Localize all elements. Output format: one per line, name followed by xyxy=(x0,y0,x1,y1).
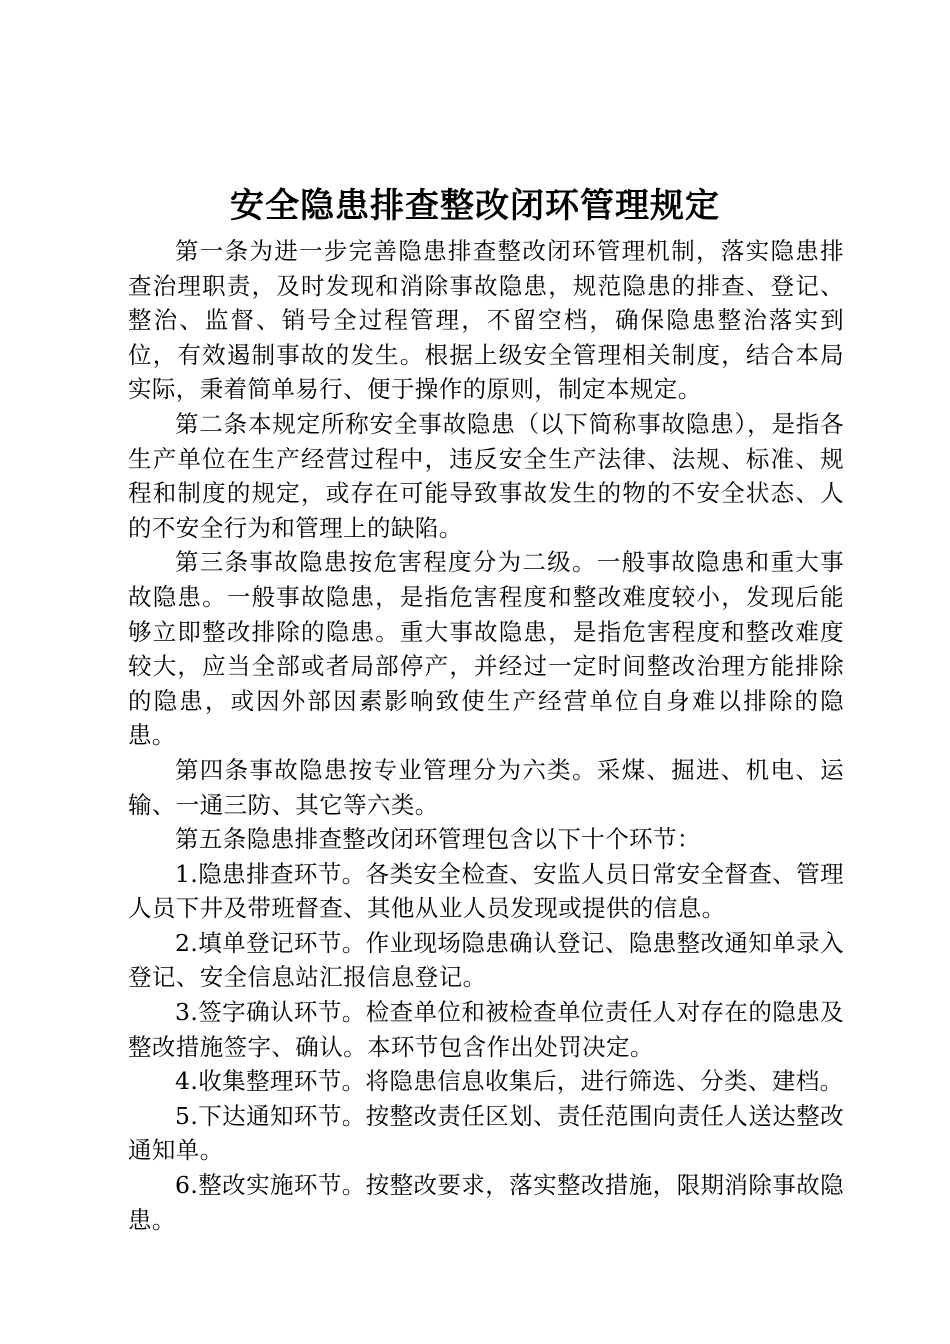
paragraph-article-5: 第五条隐患排查整改闭环管理包含以下十个环节： xyxy=(175,825,701,854)
document-title: 安全隐患排查整改闭环管理规定 xyxy=(230,186,720,226)
paragraph-article-2: 第二条本规定所称安全事故隐患（以下简称事故隐患），是指各生产单位在生产经营过程中，违反安全生产法律、法规、标准、规程和制度的规定，或存在可能导致事故发生的物的不安全状态、人的不安全行为和管理上的缺陷。 xyxy=(128,409,844,542)
paragraph-article-3: 第三条事故隐患按危害程度分为二级。一般事故隐患和重大事故隐患。一般事故隐患，是指危害程度和整改难度较小，发现后能够立即整改排除的隐患。重大事故隐患，是指危害程度和整改难度较大，应当全部或者局部停产，并经过一定时间整改治理方能排除的隐患，或因外部因素影响致使生产经营单位自身难以排除的隐患。 xyxy=(128,548,844,750)
list-item-step-4: 4.收集整理环节。将隐患信息收集后，进行筛选、分类、建档。 xyxy=(175,1067,844,1096)
list-item-step-5: 5.下达通知环节。按整改责任区划、责任范围向责任人送达整改通知单。 xyxy=(128,1101,844,1165)
paragraph-article-1: 第一条为进一步完善隐患排查整改闭环管理机制，落实隐患排查治理职责，及时发现和消除事故隐患，规范隐患的排查、登记、整治、监督、销号全过程管理，不留空档，确保隐患整治落实到位，有效遏制事故的发生。根据上级安全管理相关制度，结合本局实际，秉着简单易行、便于操作的原则，制定本规定。 xyxy=(128,237,844,404)
list-item-step-1: 1.隐患排查环节。各类安全检查、安监人员日常安全督查、管理人员下井及带班督查、其他从业人员发现或提供的信息。 xyxy=(128,859,844,923)
paragraph-article-4: 第四条事故隐患按专业管理分为六类。采煤、掘进、机电、运输、一通三防、其它等六类。 xyxy=(128,755,844,819)
list-item-step-2: 2.填单登记环节。作业现场隐患确认登记、隐患整改通知单录入登记、安全信息站汇报信息登记。 xyxy=(128,928,844,992)
document-body xyxy=(128,234,844,1237)
list-item-step-6: 6.整改实施环节。按整改要求，落实整改措施，限期消除事故隐患。 xyxy=(128,1171,844,1234)
list-item-step-3: 3.签字确认环节。检查单位和被检查单位责任人对存在的隐患及整改措施签字、确认。本环节包含作出处罚决定。 xyxy=(128,998,844,1061)
